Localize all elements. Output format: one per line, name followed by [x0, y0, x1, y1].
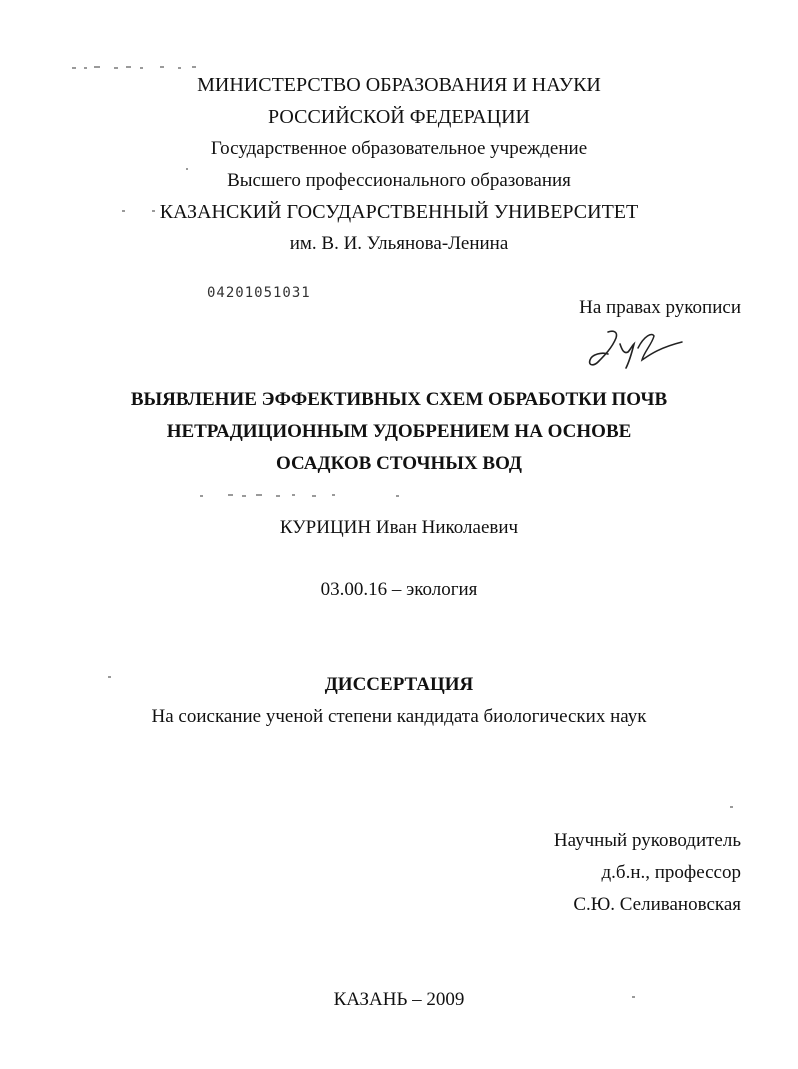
supervisor-credentials: д.б.н., профессор	[601, 862, 741, 883]
named-after: им. В. И. Ульянова-Ленина	[289, 233, 509, 254]
university-name: КАЗАНСКИЙ ГОСУДАРСТВЕННЫЙ УНИВЕРСИТЕТ	[159, 201, 639, 223]
title-line-1: ВЫЯВЛЕНИЕ ЭФФЕКТИВНЫХ СХЕМ ОБРАБОТКИ ПОЧВ	[130, 389, 668, 410]
institution-type: Государственное образовательное учреждение	[210, 138, 588, 159]
document-type: ДИССЕРТАЦИЯ	[324, 674, 474, 695]
degree-statement: На соискание ученой степени кандидата биологических наук	[151, 706, 647, 727]
rights-note: На правах рукописи	[579, 297, 741, 318]
supervisor-role: Научный руководитель	[553, 830, 741, 851]
ministry-line-2: РОССИЙСКОЙ ФЕДЕРАЦИИ	[268, 106, 530, 128]
registration-number: 04201051031	[207, 285, 311, 301]
title-line-2: НЕТРАДИЦИОННЫМ УДОБРЕНИЕМ НА ОСНОВЕ	[166, 421, 632, 442]
title-line-3: ОСАДКОВ СТОЧНЫХ ВОД	[276, 453, 522, 474]
author-name: КУРИЦИН Иван Николаевич	[279, 517, 519, 538]
specialty: 03.00.16 – экология	[320, 579, 478, 600]
education-level: Высшего профессионального образования	[227, 170, 571, 191]
signature-image	[578, 326, 688, 370]
city-year: КАЗАНЬ – 2009	[333, 989, 465, 1010]
ministry-line-1: МИНИСТЕРСТВО ОБРАЗОВАНИЯ И НАУКИ	[197, 74, 601, 96]
supervisor-name: С.Ю. Селивановская	[573, 894, 741, 915]
